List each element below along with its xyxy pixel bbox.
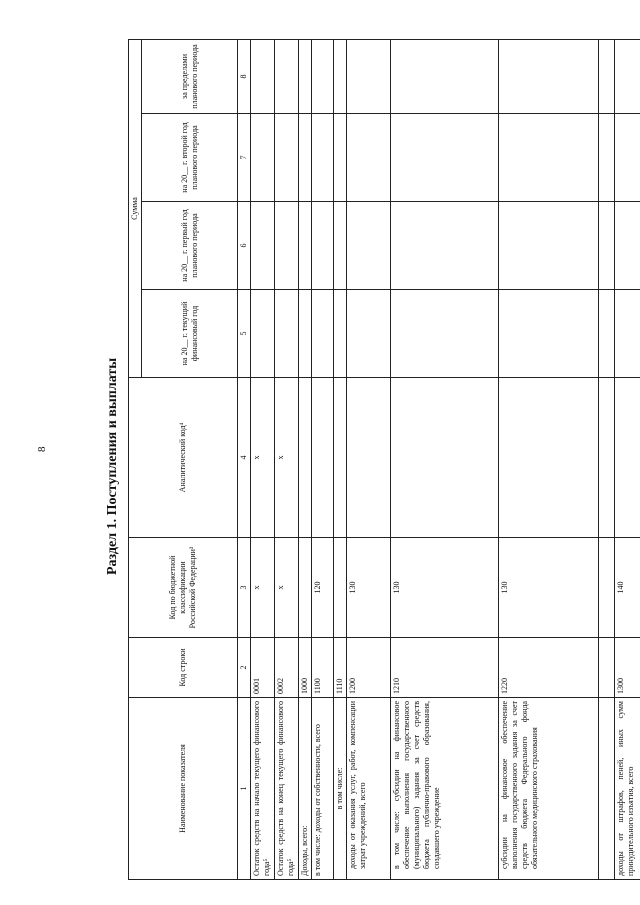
row-value bbox=[251, 290, 275, 378]
row-value bbox=[312, 114, 334, 202]
row-budget-code: 130 bbox=[499, 538, 599, 638]
row-value bbox=[334, 114, 347, 202]
row-value bbox=[499, 114, 599, 202]
table-row bbox=[334, 39, 347, 879]
row-value bbox=[599, 39, 615, 113]
table-row bbox=[347, 39, 391, 879]
row-name: Остаток средств на начало текущего финансового года⁵ bbox=[251, 698, 275, 880]
row-value bbox=[499, 39, 599, 113]
row-budget-code: 130 bbox=[347, 538, 391, 638]
row-analytic-code bbox=[334, 378, 347, 538]
row-value bbox=[312, 290, 334, 378]
header-sum: Сумма bbox=[129, 39, 142, 377]
row-value bbox=[347, 39, 391, 113]
row-name: в том числе: bbox=[334, 698, 347, 880]
row-name: доходы от штрафов, пеней, иных сумм принудительного изъятия, всего bbox=[615, 698, 640, 880]
column-number: 8 bbox=[238, 39, 251, 113]
row-value bbox=[299, 39, 312, 113]
header-name: Наименование показателя bbox=[129, 698, 238, 880]
row-value bbox=[391, 290, 499, 378]
row-name: Остаток средств на конец текущего финансового года⁵ bbox=[275, 698, 299, 880]
row-value bbox=[275, 39, 299, 113]
row-line-code: 1210 bbox=[391, 638, 499, 698]
row-value bbox=[615, 114, 640, 202]
row-value bbox=[615, 39, 640, 113]
row-budget-code: x bbox=[251, 538, 275, 638]
row-value bbox=[615, 290, 640, 378]
column-number: 5 bbox=[238, 290, 251, 378]
row-value bbox=[251, 39, 275, 113]
row-name: в том числе: доходы от собственности, всего bbox=[312, 698, 334, 880]
row-name bbox=[599, 698, 615, 880]
column-number: 7 bbox=[238, 114, 251, 202]
row-analytic-code: x bbox=[275, 378, 299, 538]
row-value bbox=[312, 202, 334, 290]
row-value bbox=[499, 290, 599, 378]
row-line-code: 1000 bbox=[299, 638, 312, 698]
row-line-code: 1300 bbox=[615, 638, 640, 698]
row-value bbox=[499, 202, 599, 290]
table-row bbox=[391, 39, 499, 879]
row-value bbox=[391, 202, 499, 290]
section-title: Раздел 1. Поступления и выплаты bbox=[105, 357, 120, 575]
row-value bbox=[599, 202, 615, 290]
row-value bbox=[347, 202, 391, 290]
row-line-code: 1110 bbox=[334, 638, 347, 698]
table-row bbox=[299, 39, 312, 879]
row-value bbox=[275, 114, 299, 202]
column-numbers-row bbox=[238, 39, 251, 879]
row-analytic-code bbox=[391, 378, 499, 538]
row-value bbox=[347, 114, 391, 202]
row-name: субсидии на финансовое обеспечение выполнения государственного задания за счет средств бюджета Федерального фонда обязательного медицинского страхования bbox=[499, 698, 599, 880]
row-value bbox=[275, 202, 299, 290]
row-value bbox=[391, 39, 499, 113]
row-line-code: 0002 bbox=[275, 638, 299, 698]
column-number: 3 bbox=[238, 538, 251, 638]
column-number: 1 bbox=[238, 698, 251, 880]
row-line-code: 1220 bbox=[499, 638, 599, 698]
row-line-code bbox=[599, 638, 615, 698]
row-value bbox=[251, 202, 275, 290]
row-analytic-code bbox=[299, 378, 312, 538]
table-row bbox=[275, 39, 299, 879]
row-budget-code bbox=[334, 538, 347, 638]
row-analytic-code: x bbox=[251, 378, 275, 538]
row-analytic-code bbox=[312, 378, 334, 538]
column-number: 2 bbox=[238, 638, 251, 698]
header-budget-code: Код по бюджетной классификации Российской Федерации³ bbox=[129, 538, 238, 638]
row-line-code: 0001 bbox=[251, 638, 275, 698]
header-first-plan-year: на 20__ г. первый год планового периода bbox=[142, 202, 238, 290]
table-row bbox=[615, 39, 640, 879]
table-row bbox=[499, 39, 599, 879]
row-value bbox=[299, 114, 312, 202]
column-number: 6 bbox=[238, 202, 251, 290]
row-budget-code bbox=[599, 538, 615, 638]
row-value bbox=[391, 114, 499, 202]
row-value bbox=[275, 290, 299, 378]
header-line-code: Код строки bbox=[129, 638, 238, 698]
header-second-plan-year: на 20__ г. второй год планового периода bbox=[142, 114, 238, 202]
row-line-code: 1100 bbox=[312, 638, 334, 698]
receipts-payments-table bbox=[128, 39, 640, 880]
row-name: Доходы, всего: bbox=[299, 698, 312, 880]
row-budget-code: 120 bbox=[312, 538, 334, 638]
row-budget-code bbox=[299, 538, 312, 638]
row-analytic-code bbox=[347, 378, 391, 538]
row-analytic-code bbox=[499, 378, 599, 538]
row-value bbox=[334, 39, 347, 113]
row-value bbox=[599, 290, 615, 378]
row-value bbox=[312, 39, 334, 113]
row-value bbox=[299, 290, 312, 378]
row-budget-code: 140 bbox=[615, 538, 640, 638]
column-number: 4 bbox=[238, 378, 251, 538]
row-value bbox=[615, 202, 640, 290]
row-analytic-code bbox=[599, 378, 615, 538]
row-value bbox=[251, 114, 275, 202]
page-number: 8 bbox=[36, 446, 48, 452]
row-name: доходы от оказания услуг, работ, компенсации затрат учреждений, всего bbox=[347, 698, 391, 880]
row-analytic-code bbox=[615, 378, 640, 538]
table-row bbox=[312, 39, 334, 879]
receipts-payments-table-wrapper bbox=[128, 40, 640, 880]
row-budget-code: 130 bbox=[391, 538, 499, 638]
header-current-year: на 20__ г. текущий финансовый год bbox=[142, 290, 238, 378]
row-name: в том числе: субсидии на финансовое обеспечение выполнения государственного (муниципального) задания за счет средств бюджета публично-правового образования, создавшего учреждение bbox=[391, 698, 499, 880]
row-value bbox=[299, 202, 312, 290]
table-row bbox=[251, 39, 275, 879]
row-line-code: 1200 bbox=[347, 638, 391, 698]
header-analytic-code: Аналитический код⁴ bbox=[129, 378, 238, 538]
row-value bbox=[334, 290, 347, 378]
row-budget-code: x bbox=[275, 538, 299, 638]
row-value bbox=[347, 290, 391, 378]
header-beyond-plan: за пределами планового периода bbox=[142, 39, 238, 113]
table-row bbox=[599, 39, 615, 879]
row-value bbox=[599, 114, 615, 202]
row-value bbox=[334, 202, 347, 290]
